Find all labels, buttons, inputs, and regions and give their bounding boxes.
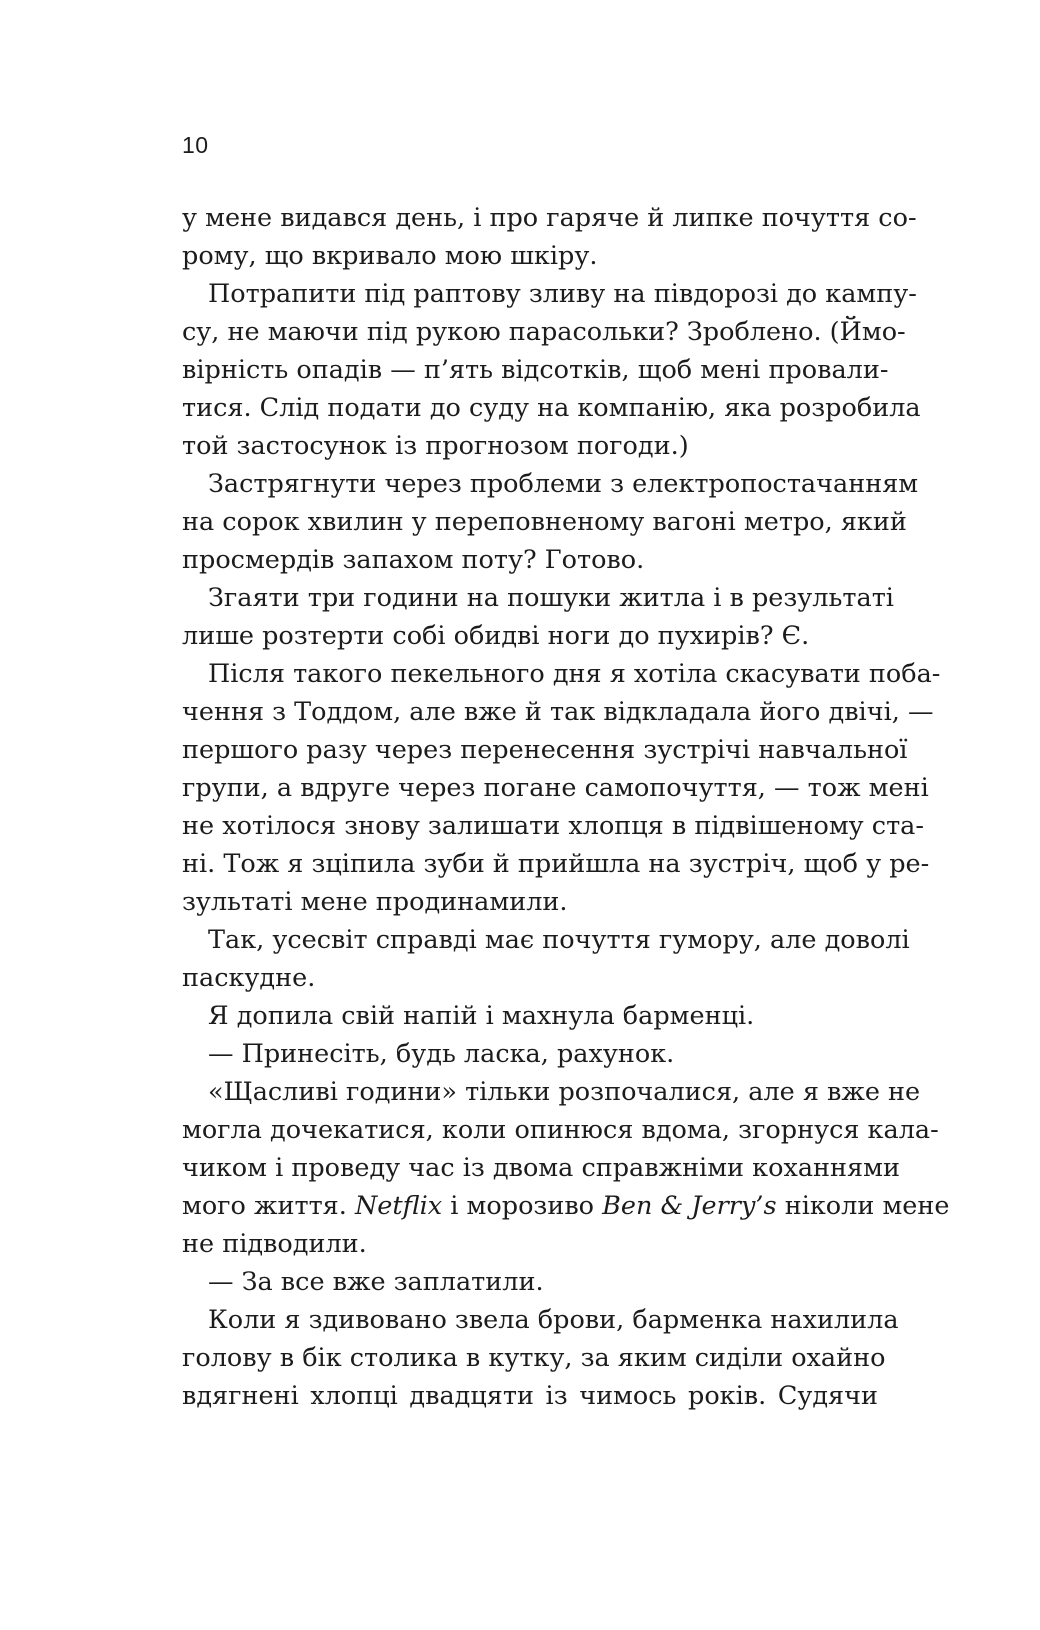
text-line bbox=[182, 465, 919, 503]
text-line bbox=[182, 731, 908, 769]
text-segment: могла дочекатися, коли опинюся вдома, згорнуся кала- bbox=[182, 1115, 939, 1145]
text-segment: групи, а вдруге через погане самопочуття, — тож мені bbox=[182, 773, 929, 803]
text-segment: не підводили. bbox=[182, 1229, 367, 1259]
text-segment: на сорок хвилин у переповненому вагоні метро, який bbox=[182, 507, 907, 537]
text-line bbox=[182, 579, 894, 617]
text-segment: чиком і проведу час із двома справжніми коханнями bbox=[182, 1153, 900, 1183]
italic-text: Netflix bbox=[354, 1191, 443, 1221]
text-segment: паскудне. bbox=[182, 963, 316, 993]
body-text bbox=[182, 199, 950, 1415]
text-segment: і морозиво bbox=[442, 1191, 603, 1221]
text-segment: чення з Тоддом, але вже й так відкладала його двічі, — bbox=[182, 697, 934, 727]
text-line bbox=[182, 1035, 878, 1073]
text-line bbox=[182, 1111, 939, 1149]
text-line bbox=[182, 655, 941, 693]
text-line bbox=[182, 237, 878, 275]
text-line bbox=[182, 1149, 900, 1187]
text-line bbox=[182, 883, 878, 921]
text-segment: «Щасливі години» тільки розпочалися, але я вже не bbox=[208, 1077, 921, 1107]
page-number: 10 bbox=[182, 132, 209, 158]
text-line bbox=[182, 275, 917, 313]
text-line bbox=[182, 351, 889, 389]
text-line bbox=[182, 313, 906, 351]
text-segment: тися. Слід подати до суду на компанію, яка розробила bbox=[182, 393, 921, 423]
text-line bbox=[182, 503, 907, 541]
text-segment: у мене видався день, і про гаряче й липке почуття со- bbox=[182, 203, 917, 233]
text-segment: той застосунок із прогнозом погоди.) bbox=[182, 431, 689, 461]
text-segment: — За все вже заплатили. bbox=[208, 1267, 544, 1297]
text-line bbox=[182, 845, 930, 883]
text-line bbox=[182, 1263, 878, 1301]
text-segment: голову в бік столика в кутку, за яким сиділи охайно bbox=[182, 1343, 886, 1373]
text-segment: Згаяти три години на пошуки житла і в результаті bbox=[208, 583, 894, 613]
text-line bbox=[182, 693, 934, 731]
text-line bbox=[182, 959, 878, 997]
text-line bbox=[182, 1225, 878, 1263]
text-segment: мого життя. bbox=[182, 1191, 355, 1221]
text-segment: першого разу через перенесення зустрічі навчальної bbox=[182, 735, 908, 765]
text-segment: Потрапити під раптову зливу на півдорозі до кампу- bbox=[208, 279, 917, 309]
text-segment: просмердів запахом поту? Готово. bbox=[182, 545, 645, 575]
text-segment: Коли я здивовано звела брови, барменка нахилила bbox=[208, 1305, 899, 1335]
text-segment: вірність опадів — п’ять відсотків, щоб мені провали- bbox=[182, 355, 889, 385]
text-line bbox=[182, 1301, 899, 1339]
text-line bbox=[182, 199, 917, 237]
text-segment: не хотілося знову залишати хлопця в підвішеному ста- bbox=[182, 811, 925, 841]
text-segment: ніколи мене bbox=[776, 1191, 950, 1221]
italic-text: Ben & Jerry’s bbox=[602, 1191, 777, 1221]
text-segment: вдягнені хлопці двадцяти із чимось років. Судячи bbox=[182, 1381, 878, 1411]
text-line bbox=[182, 541, 878, 579]
text-line bbox=[182, 1073, 921, 1111]
text-line bbox=[182, 617, 878, 655]
text-segment: су, не маючи під рукою парасольки? Зроблено. (Ймо- bbox=[182, 317, 906, 347]
text-segment: рому, що вкривало мою шкіру. bbox=[182, 241, 598, 271]
text-segment: Після такого пекельного дня я хотіла скасувати поба- bbox=[208, 659, 941, 689]
text-line bbox=[182, 389, 921, 427]
text-segment: — Принесіть, будь ласка, рахунок. bbox=[208, 1039, 675, 1069]
text-line bbox=[182, 1339, 886, 1377]
text-segment: Я допила свій напій і махнула барменці. bbox=[208, 1001, 755, 1031]
text-segment: зультаті мене продинамили. bbox=[182, 887, 568, 917]
text-line bbox=[182, 1187, 950, 1225]
text-line bbox=[182, 769, 929, 807]
text-line bbox=[182, 997, 878, 1035]
text-line bbox=[182, 1377, 878, 1415]
text-segment: ні. Тож я зціпила зуби й прийшла на зустріч, щоб у ре- bbox=[182, 849, 930, 879]
text-line bbox=[182, 807, 925, 845]
text-segment: Так, усесвіт справді має почуття гумору, але доволі bbox=[208, 925, 910, 955]
text-line bbox=[182, 427, 878, 465]
text-line bbox=[182, 921, 910, 959]
text-segment: лише розтерти собі обидві ноги до пухирів? Є. bbox=[182, 621, 810, 651]
text-segment: Застрягнути через проблеми з електропостачанням bbox=[208, 469, 919, 499]
